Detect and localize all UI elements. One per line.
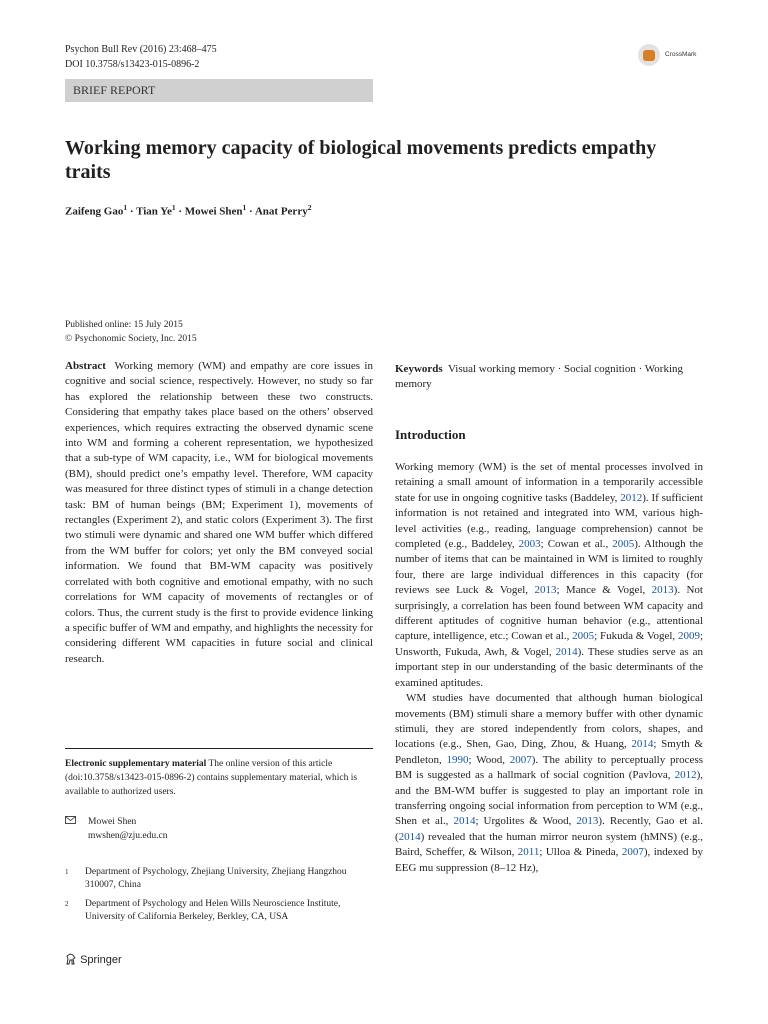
- author-affiliation-mark: 1: [171, 203, 176, 212]
- paragraph-text: ; Unsworth, Fukuda, Awh, & Vogel,: [395, 630, 703, 658]
- citation-link[interactable]: 2012: [620, 491, 643, 504]
- paragraph-text: ). These studies serve as an important step in our understanding of the basic determinants of the examined aptitudes.: [395, 645, 703, 689]
- affiliation-text: Department of Psychology and Helen Wills Neuroscience Institute, University of California Berkeley, Berkley, CA, USA: [85, 899, 341, 922]
- crossmark-icon: [638, 44, 660, 66]
- paragraph-text: ), indexed by EEG mu suppression (8–12 Hz),: [395, 846, 703, 874]
- supplementary-note: [65, 757, 373, 799]
- published-date: Published online: 15 July 2015: [65, 320, 183, 330]
- paragraph-text: ; Wood,: [468, 753, 510, 766]
- paragraph: [395, 460, 703, 691]
- copyright-notice: © Psychonomic Society, Inc. 2015: [65, 334, 197, 344]
- author-affiliation-mark: 2: [307, 203, 312, 212]
- citation-link[interactable]: 2011: [517, 846, 540, 859]
- keywords-text: Visual working memory · Social cognition · Working memory: [395, 363, 684, 391]
- affiliation: [65, 898, 373, 924]
- paragraph-text: ; Cowan et al.,: [540, 538, 613, 551]
- author[interactable]: Zaifeng Gao: [65, 205, 124, 218]
- affiliation-text: Department of Psychology, Zhejiang University, Zhejiang Hangzhou 310007, China: [85, 867, 347, 890]
- publisher-logo: [65, 953, 122, 966]
- author-separator: ·: [175, 205, 185, 218]
- paragraph-text: ; Smyth & Pendleton,: [395, 738, 704, 766]
- author-affiliation-mark: 1: [242, 203, 247, 212]
- paragraph-text: WM studies have documented that although human biological movements (BM) stimuli share a memory buffer with other dynamic stimuli, they are stored independently from colors, shapes, and locations (e.g., Shen, Gao, Ding, Zhou, & Huang,: [395, 692, 703, 751]
- affiliation: [65, 866, 373, 892]
- paragraph-text: ). Recently, Gao et al. (: [395, 815, 703, 843]
- paragraph-text: ; Fukuda & Vogel,: [594, 630, 678, 643]
- corresponding-author: [65, 816, 167, 843]
- citation-link[interactable]: 2014: [453, 815, 476, 828]
- contact-name: Mowei Shen: [88, 817, 137, 827]
- paragraph-text: Working memory (WM) is the set of mental processes involved in retaining a small amount of information in a temporarily accessible state for use in ongoing cognitive tasks (Baddeley,: [395, 461, 703, 504]
- paragraph: [395, 691, 703, 876]
- journal-header: [65, 43, 217, 72]
- keywords-label: Keywords: [395, 363, 443, 375]
- contact-email[interactable]: mwshen@zju.edu.cn: [88, 830, 168, 841]
- citation-link[interactable]: 1990: [446, 753, 469, 766]
- crossmark-badge[interactable]: [638, 43, 708, 69]
- footnote-divider: [65, 748, 373, 749]
- citation-link[interactable]: 2013: [651, 584, 674, 597]
- publication-info: [65, 318, 197, 346]
- author-affiliation-mark: 1: [123, 203, 128, 212]
- paragraph-text: ). Although the number of items that can be maintained in WM is limited to roughly four, there are large individual differences in this capacity (for reviews see Luck & Vogel,: [395, 538, 703, 597]
- citation-link[interactable]: 2014: [631, 738, 654, 751]
- citation-link[interactable]: 2003: [518, 538, 541, 551]
- author-separator: ·: [246, 205, 255, 218]
- esm-label: Electronic supplementary material: [65, 759, 207, 769]
- paragraph-text: ; Mance & Vogel,: [556, 584, 652, 597]
- paragraph-text: ). Not surprisingly, a correlation has been found between WM capacity and different aptitudes of cognitive human behavior (e.g., attentional capture, intelligence, etc.; Cowan et al.,: [395, 584, 703, 643]
- citation-link[interactable]: 2013: [534, 584, 557, 597]
- author[interactable]: Tian Ye: [136, 205, 172, 218]
- abstract-text: Working memory (WM) and empathy are core issues in cognitive and social science, respectively. However, no study so far has explored the relationship between these two constructs. Considering that empathy takes place based on the others’ observed experiences, which requires extracting the observed dynamic scene into WM and forming a coherent representation, we hypothesized that a sub-type of WM capacity, i.e., WM for biological movements (BM), should predict one’s empathy level. Therefore, WM capacity was measured for three distinct types of stimuli in a change detection task: BM of human beings (BM; Experiment 1), movements of rectangles (Experiment 2), and static colors (Experiment 3). The first two stimuli were dynamic and shared one WM buffer which differed from the WM buffer for colors; yet only the BM conveyed social information. We found that BM-WM capacity was positively correlated with both cognitive and emotional empathy, with no such correlations for WM capacity of movements of rectangles or of colors. Thus, the current study is the first to provide evidence linking a specific buffer of WM and empathy, and highlights the necessity for considering different WM capacities in future social and clinical research.: [65, 360, 373, 665]
- author[interactable]: Mowei Shen: [184, 205, 243, 218]
- article-title: Working memory capacity of biological movements predicts empathy traits: [65, 137, 657, 183]
- citation-link[interactable]: 2014: [398, 830, 421, 843]
- citation-link[interactable]: 2007: [621, 846, 644, 859]
- paragraph-text: ), and the BM-WM buffer is suggested to play an important role in transferring ongoing social information from perception to WM (e.g., Shen et al.,: [395, 769, 703, 828]
- paragraph-text: ) revealed that the human mirror neuron system (hMNS) (e.g., Baird, Scheffer, & Wilson,: [395, 830, 703, 859]
- doi-line[interactable]: DOI 10.3758/s13423-015-0896-2: [65, 58, 200, 70]
- paragraph-text: ). If sufficient information is not retained and integrated into WM, various high-level activities (e.g., reading, language comprehension) cannot be completed (e.g., Baddeley,: [395, 491, 703, 551]
- author[interactable]: Anat Perry: [254, 205, 308, 218]
- springer-horse-icon: [65, 953, 77, 965]
- citation-link[interactable]: 2005: [572, 630, 595, 643]
- paragraph-text: ). The ability to perceptually process BM is suggested as a hallmark of social cognition (Pavlova,: [395, 753, 703, 782]
- journal-citation: Psychon Bull Rev (2016) 23:468–475: [65, 44, 217, 55]
- author-separator: ·: [127, 205, 137, 218]
- citation-link[interactable]: 2014: [555, 645, 578, 658]
- citation-link[interactable]: 2012: [674, 769, 697, 782]
- crossmark-label: CrossMark: [665, 51, 697, 58]
- citation-link[interactable]: 2007: [509, 753, 532, 766]
- envelope-icon: [65, 816, 76, 830]
- citation-link[interactable]: 2009: [677, 630, 700, 643]
- paragraph-text: ; Ulloa & Pineda,: [539, 846, 622, 859]
- publisher-name: Springer: [80, 954, 122, 966]
- section-label: BRIEF REPORT: [65, 79, 373, 102]
- paragraph-text: ; Urgolites & Wood,: [475, 815, 577, 828]
- citation-link[interactable]: 2013: [576, 815, 599, 828]
- affiliation-number: 1: [65, 868, 69, 876]
- section-heading-introduction: Introduction: [395, 427, 466, 442]
- author-list: [65, 203, 311, 218]
- esm-text: The online version of this article (doi:10.3758/s13423-015-0896-2) contains supplementary material, which is available to authorized users.: [65, 759, 358, 797]
- keywords: [395, 362, 703, 393]
- abstract: [65, 359, 373, 667]
- abstract-label: Abstract: [65, 360, 106, 372]
- introduction-body: [395, 460, 703, 876]
- citation-link[interactable]: 2005: [612, 538, 635, 551]
- affiliation-number: 2: [65, 900, 69, 908]
